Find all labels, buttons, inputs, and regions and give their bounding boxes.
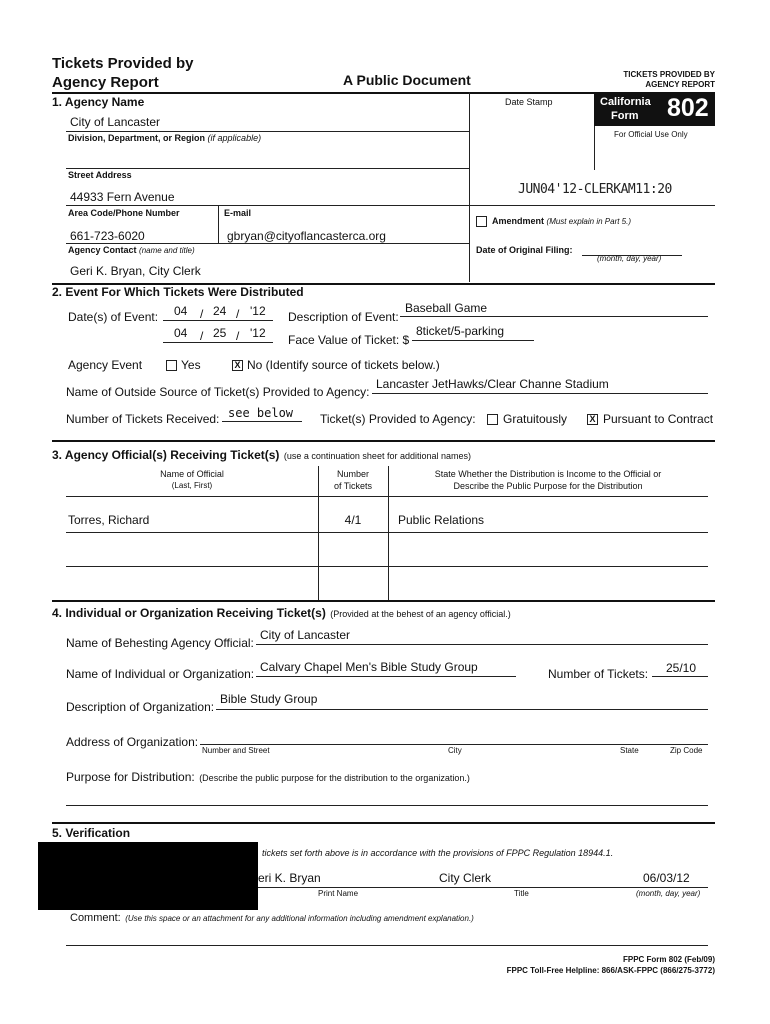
street-value: 44933 Fern Avenue <box>70 190 175 204</box>
col-purpose-header-1: State Whether the Distribution is Income to the Official or <box>434 469 662 479</box>
org-address-city-sub: City <box>448 746 462 755</box>
agency-event-label: Agency Event <box>68 358 143 372</box>
official-use-label: For Official Use Only <box>614 130 688 139</box>
outside-source-line <box>372 393 708 394</box>
agency-name-line <box>66 131 469 132</box>
org-address-state-sub: State <box>620 746 639 755</box>
phone-line <box>66 243 469 244</box>
public-document-label: A Public Document <box>343 72 471 88</box>
event-date2-line <box>163 342 273 343</box>
verifier-title: City Clerk <box>439 871 492 885</box>
org-address-label: Address of Organization: <box>66 735 199 749</box>
tickets-received-label: Number of Tickets Received: <box>66 412 220 426</box>
pursuant-label: Pursuant to Contract <box>603 412 714 426</box>
tickets-provided-label: Ticket(s) Provided to Agency: <box>320 412 476 426</box>
agency-event-yes-label: Yes <box>181 358 201 372</box>
phone-label: Area Code/Phone Number <box>68 208 180 218</box>
footer-helpline: FPPC Toll-Free Helpline: 866/ASK-FPPC (866/275-3772) <box>506 966 715 975</box>
event-date2-sep1: / <box>200 329 204 343</box>
table-row1-line <box>66 532 708 533</box>
event-date1-sep1: / <box>200 307 204 321</box>
comment-line <box>66 945 708 946</box>
table-col-divider-2 <box>388 466 389 600</box>
event-date1-sep2: / <box>236 307 240 321</box>
verification-text: tickets set forth above is in accordance with the provisions of FPPC Regulation 18944.1. <box>262 848 614 858</box>
outside-source-label: Name of Outside Source of Ticket(s) Provided to Agency: <box>66 385 370 399</box>
date-sub: (month, day, year) <box>636 889 701 898</box>
section3-rule <box>52 440 715 442</box>
org-tickets-line <box>652 676 708 677</box>
official-use-divider <box>594 126 595 170</box>
section4-header <box>52 604 511 622</box>
header-right-divider <box>469 92 470 282</box>
division-note: (if applicable) <box>207 133 262 143</box>
section1-heading: 1. Agency Name <box>52 95 145 109</box>
ca-form-line2: Form <box>611 110 639 122</box>
event-date1-month: 04 <box>174 304 188 318</box>
email-label: E-mail <box>224 208 252 218</box>
event-date1-line <box>163 320 273 321</box>
section2-heading: 2. Event For Which Tickets Were Distributed <box>52 285 304 299</box>
official-row1-num: 4/1 <box>344 513 362 527</box>
date-stamp-label: Date Stamp <box>505 97 553 107</box>
agency-event-yes-checkbox[interactable] <box>166 360 177 371</box>
event-date1-year: '12 <box>250 304 266 318</box>
agency-event-no-checkbox[interactable]: X <box>232 360 243 371</box>
form-number: 802 <box>667 94 709 122</box>
footer-form-version: FPPC Form 802 (Feb/09) <box>622 955 715 964</box>
contact-note: (name and title) <box>139 246 195 255</box>
section5-heading: 5. Verification <box>52 826 131 840</box>
official-row1-name: Torres, Richard <box>68 513 150 527</box>
event-date2-sep2: / <box>236 329 240 343</box>
comment-row <box>70 908 474 926</box>
ca-form-line1: California <box>600 96 651 108</box>
table-col-divider-1 <box>318 466 319 600</box>
org-name-value: Calvary Chapel Men's Bible Study Group <box>260 660 478 674</box>
contact-value: Geri K. Bryan, City Clerk <box>70 264 201 278</box>
gratuitously-label: Gratuitously <box>503 412 568 426</box>
division-label <box>68 133 261 143</box>
col-num-header-2: of Tickets <box>333 481 372 491</box>
street-label: Street Address <box>68 170 132 180</box>
table-header-line <box>66 496 708 497</box>
signature-line <box>256 887 708 888</box>
date-stamp: JUN04'12-CLERKAM11:20 <box>518 182 672 197</box>
org-tickets-value: 25/10 <box>666 661 697 675</box>
tickets-received-value: see below <box>228 406 294 420</box>
face-value-label: Face Value of Ticket: $ <box>288 333 410 347</box>
event-date2-month: 04 <box>174 326 188 340</box>
redaction-block <box>38 842 258 910</box>
stamp-line <box>469 205 715 206</box>
verifier-name: eri K. Bryan <box>258 871 321 885</box>
purpose-label: Purpose for Distribution: <box>66 770 195 784</box>
org-desc-value: Bible Study Group <box>220 692 318 706</box>
purpose-note: (Describe the public purpose for the distribution to the organization.) <box>199 773 470 783</box>
title-sub: Title <box>514 889 529 898</box>
org-desc-line <box>216 709 708 710</box>
contact-label <box>68 245 195 255</box>
amendment-label-text: Amendment <box>492 216 545 226</box>
section4-heading: 4. Individual or Organization Receiving Ticket(s) <box>52 606 326 620</box>
top-right-title-2: AGENCY REPORT <box>645 80 715 89</box>
original-filing-label: Date of Original Filing: <box>476 245 573 255</box>
section4-heading-note: (Provided at the behest of an agency official.) <box>330 609 511 619</box>
behesting-label: Name of Behesting Agency Official: <box>66 636 254 650</box>
org-desc-label: Description of Organization: <box>66 700 215 714</box>
behesting-line <box>256 644 708 645</box>
org-name-label: Name of Individual or Organization: <box>66 667 255 681</box>
event-description-label: Description of Event: <box>288 310 399 324</box>
face-value-line <box>412 340 534 341</box>
agency-name-value: City of Lancaster <box>70 115 161 129</box>
org-name-line <box>256 676 516 677</box>
purpose-label-row <box>66 768 470 786</box>
form-title-line2: Agency Report <box>52 74 159 91</box>
print-name-sub: Print Name <box>318 889 359 898</box>
form-title-line1: Tickets Provided by <box>52 55 194 72</box>
verification-date: 06/03/12 <box>643 871 690 885</box>
col-purpose-header-2: Describe the Public Purpose for the Distribution <box>453 481 643 491</box>
comment-note: (Use this space or an attachment for any additional information including amendment explanation.) <box>125 914 474 923</box>
org-address-line <box>200 744 708 745</box>
amendment-note: (Must explain in Part 5.) <box>546 217 632 226</box>
official-row1-purpose: Public Relations <box>398 513 485 527</box>
gratuitously-checkbox[interactable] <box>487 414 498 425</box>
event-dates-label: Date(s) of Event: <box>68 310 159 324</box>
section3-heading-note: (use a continuation sheet for additional names) <box>283 451 471 461</box>
amendment-label <box>492 216 631 226</box>
org-address-zip-sub: Zip Code <box>670 746 703 755</box>
event-date2-year: '12 <box>250 326 266 340</box>
amendment-checkbox[interactable] <box>476 216 487 227</box>
event-description-line <box>400 316 708 317</box>
face-value: 8ticket/5-parking <box>416 324 505 338</box>
division-line <box>66 168 469 169</box>
section3-header <box>52 446 471 464</box>
table-row2-line <box>66 566 708 567</box>
org-tickets-label: Number of Tickets: <box>548 667 649 681</box>
top-right-title-1: TICKETS PROVIDED BY <box>623 70 715 79</box>
contact-label-text: Agency Contact <box>68 245 137 255</box>
event-description-value: Baseball Game <box>405 301 488 315</box>
original-filing-note: (month, day, year) <box>597 254 662 263</box>
street-line <box>66 205 469 206</box>
col-name-header-2: (Last, First) <box>171 481 213 490</box>
section5-rule <box>52 822 715 824</box>
event-date2-day: 25 <box>213 326 227 340</box>
section3-heading: 3. Agency Official(s) Receiving Ticket(s) <box>52 448 280 462</box>
org-address-street-sub: Number and Street <box>202 746 270 755</box>
email-value: gbryan@cityoflancasterca.org <box>227 229 386 243</box>
col-name-header-1: Name of Official <box>160 469 224 479</box>
purpose-line <box>66 805 708 806</box>
division-label-text: Division, Department, or Region <box>68 133 206 143</box>
section4-rule <box>52 600 715 602</box>
tickets-received-line <box>222 421 302 422</box>
col-num-header-1: Number <box>336 469 369 479</box>
phone-email-divider <box>218 206 219 244</box>
agency-event-no-label: No (Identify source of tickets below.) <box>247 358 440 372</box>
outside-source-value: Lancaster JetHawks/Clear Channe Stadium <box>376 377 609 391</box>
pursuant-checkbox[interactable]: X <box>587 414 598 425</box>
comment-label: Comment: <box>70 912 121 924</box>
event-date1-day: 24 <box>213 304 227 318</box>
behesting-value: City of Lancaster <box>260 628 351 642</box>
phone-value: 661-723-6020 <box>70 229 145 243</box>
